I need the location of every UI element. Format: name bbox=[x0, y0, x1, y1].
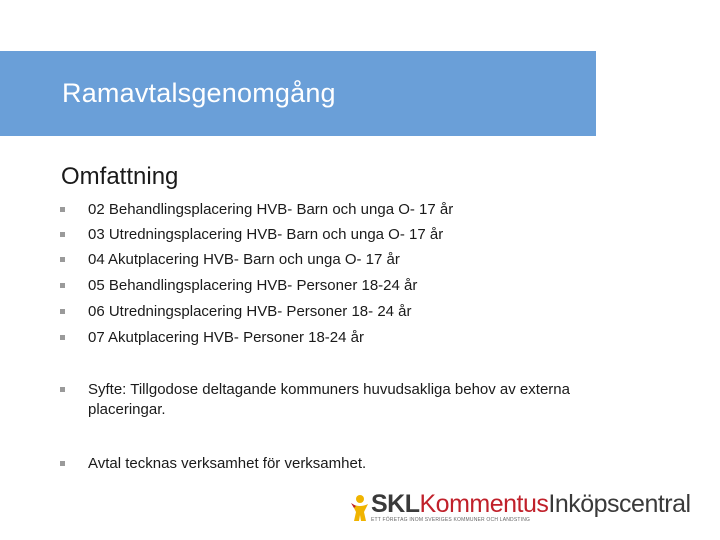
list-item-text: 07 Akutplacering HVB- Personer 18-24 år bbox=[88, 329, 364, 346]
person-mark-icon bbox=[349, 494, 371, 522]
list-item-text: 02 Behandlingsplacering HVB- Barn och unga O- 17 år bbox=[88, 201, 454, 218]
skl-kommentus-logo bbox=[349, 490, 691, 528]
list-item-text: 03 Utredningsplacering HVB- Barn och unga O- 17 år bbox=[88, 226, 444, 243]
list-item-text: 06 Utredningsplacering HVB- Personer 18- 24 år bbox=[88, 303, 412, 320]
list-item-text: 05 Behandlingsplacering HVB- Personer 18-24 år bbox=[88, 277, 418, 294]
bullet-icon bbox=[60, 387, 65, 392]
logo-tagline: ETT FÖRETAG INOM SVERIGES KOMMUNER OCH LANDSTING bbox=[371, 517, 531, 523]
logo-wordmark bbox=[371, 490, 691, 519]
logo-kommentus: Kommentus bbox=[419, 490, 549, 518]
purpose-text: Syfte: Tillgodose deltagande kommuners huvudsakliga behov av externa placeringar. bbox=[88, 381, 570, 418]
logo-skl: SKL bbox=[371, 490, 420, 518]
bullet-icon bbox=[60, 461, 65, 466]
slide-title: Ramavtalsgenomgång bbox=[62, 78, 336, 108]
section-heading: Omfattning bbox=[61, 163, 179, 190]
bullet-icon bbox=[60, 283, 65, 288]
agreement-text: Avtal tecknas verksamhet för verksamhet. bbox=[88, 455, 367, 472]
bullet-icon bbox=[60, 335, 65, 340]
bullet-icon bbox=[60, 257, 65, 262]
bullet-icon bbox=[60, 232, 65, 237]
bullet-icon bbox=[60, 309, 65, 314]
logo-inkopscentral: Inköpscentral bbox=[548, 490, 691, 518]
list-item-text: 04 Akutplacering HVB- Barn och unga O- 17 år bbox=[88, 251, 400, 268]
bullet-icon bbox=[60, 207, 65, 212]
